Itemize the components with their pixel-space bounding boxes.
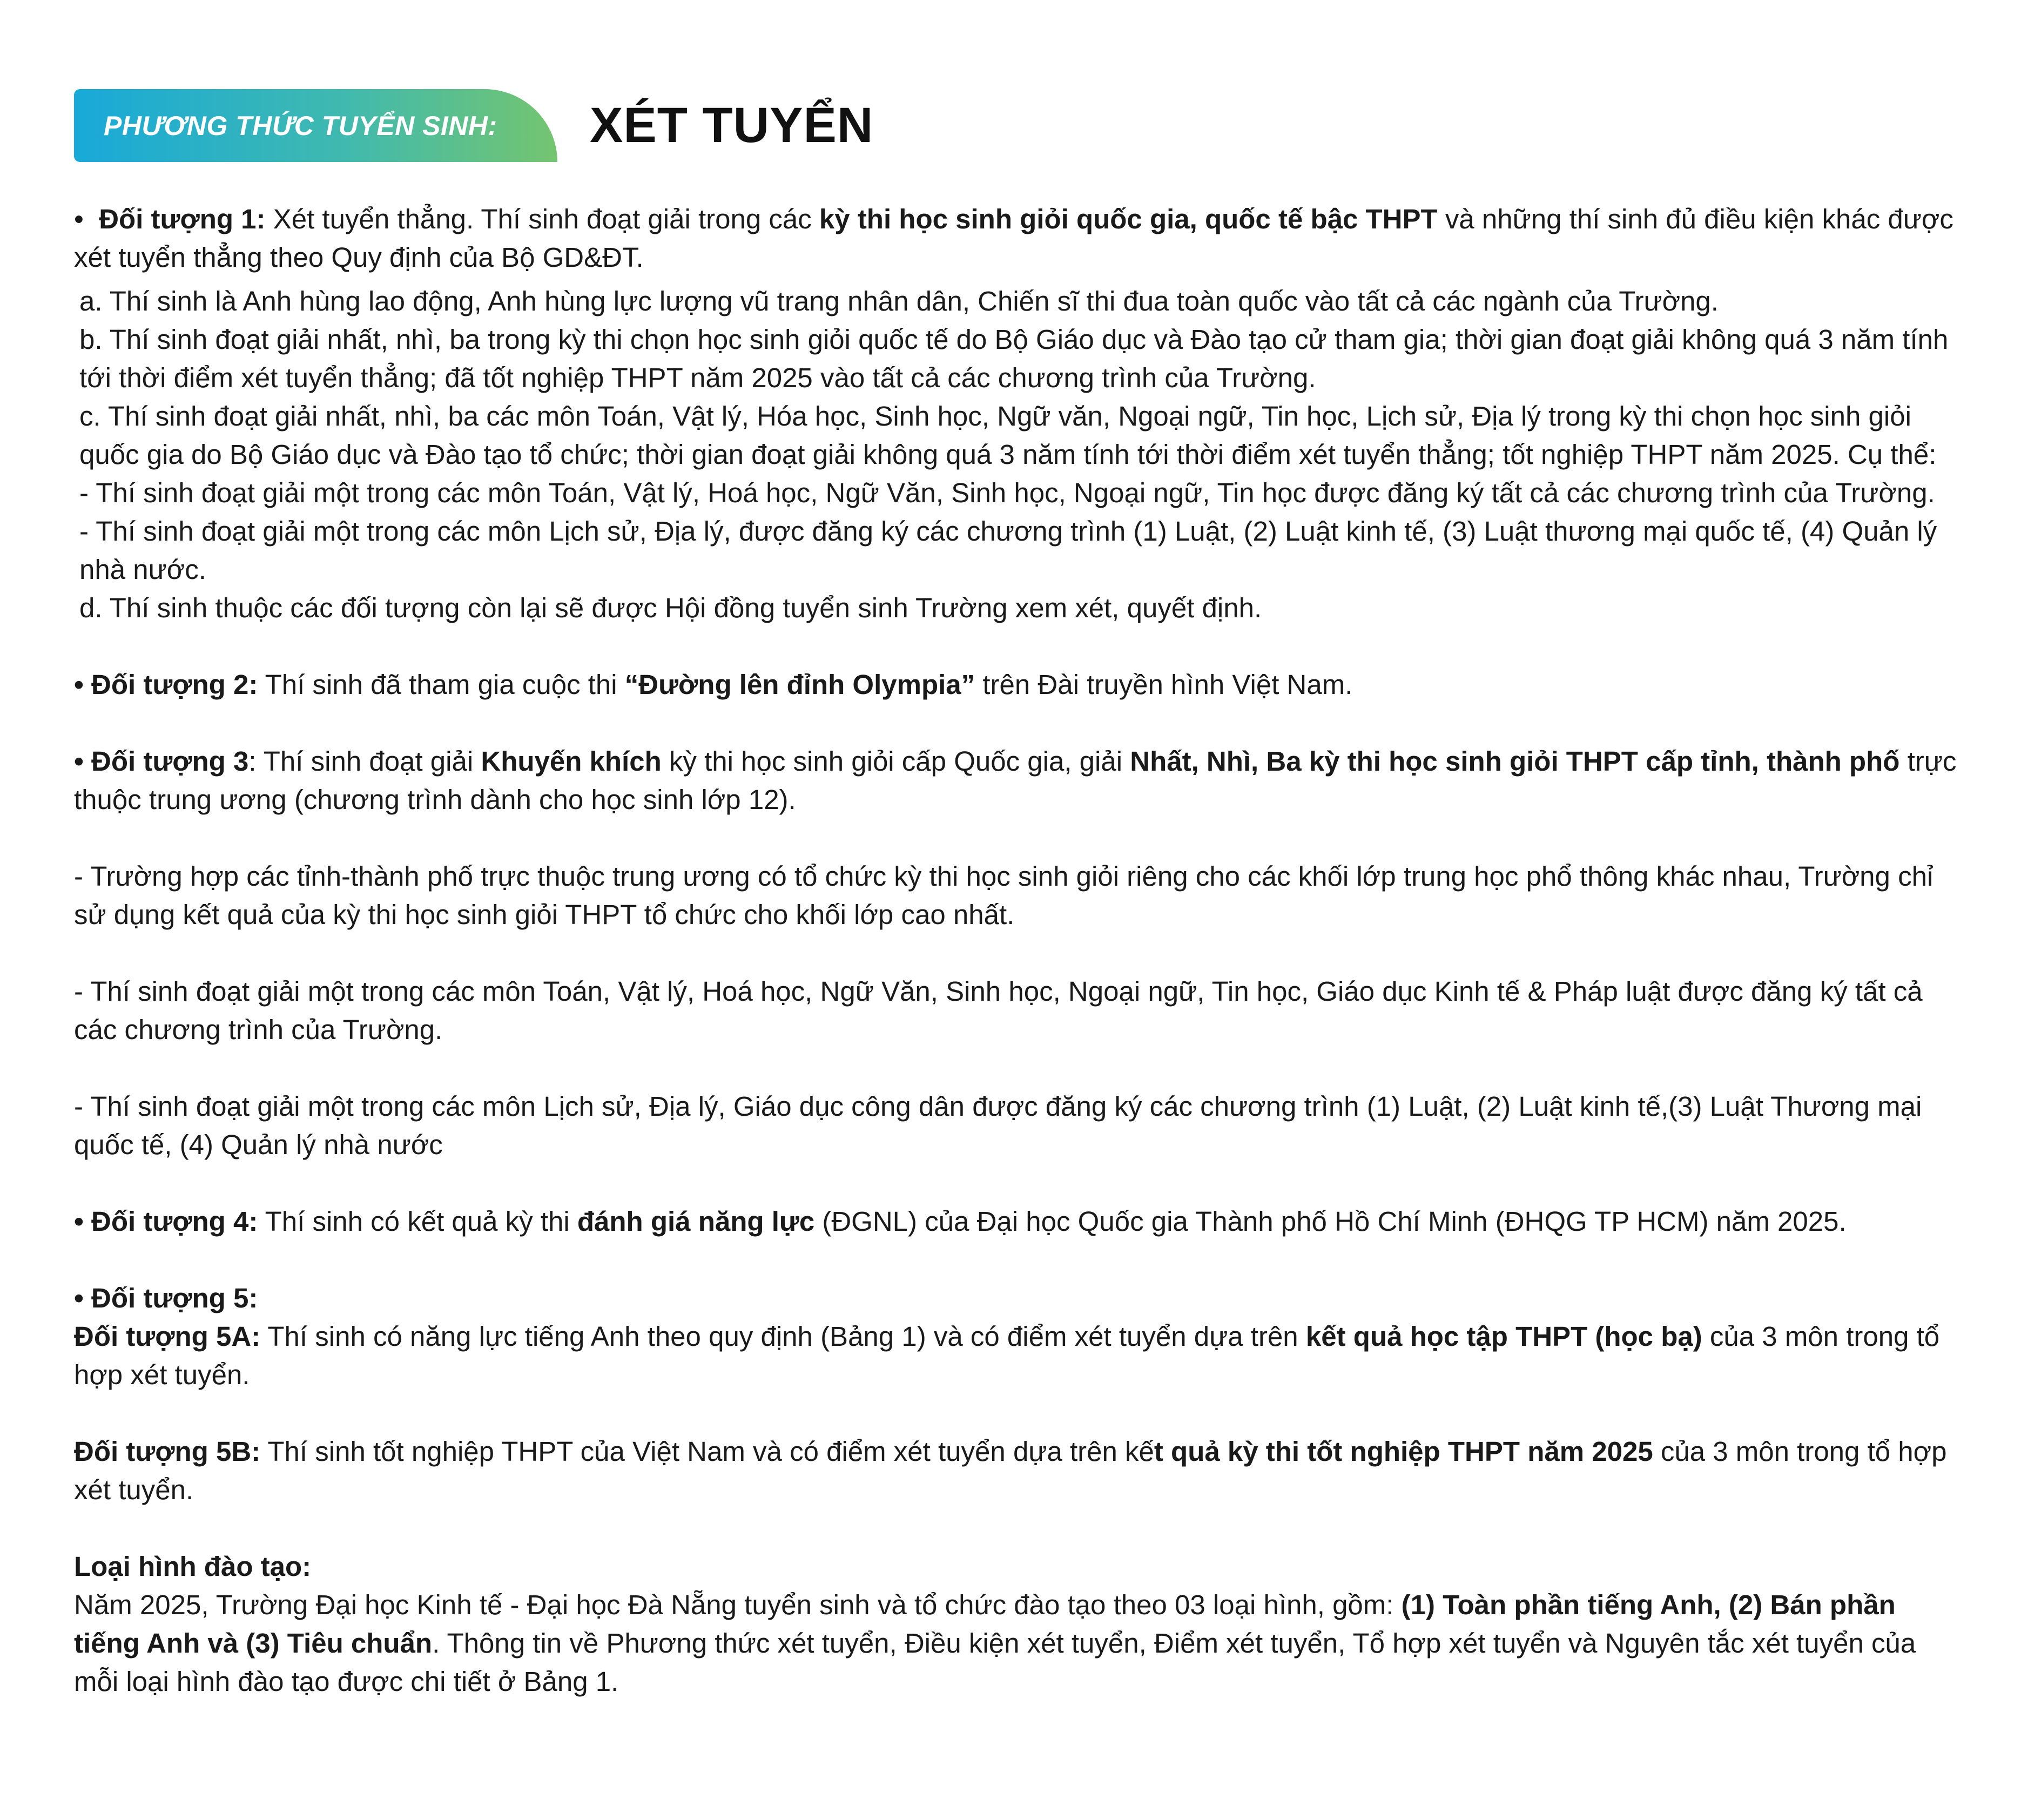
dt3-paragraph xyxy=(74,742,1964,819)
dt1-item-d: d. Thí sinh thuộc các đối tượng còn lại sẽ được Hội đồng tuyển sinh Trường xem xét, quyết định. xyxy=(79,592,1262,623)
training-label: Loại hình đào tạo: xyxy=(74,1551,312,1582)
dt3-text: : Thí sinh đoạt giải xyxy=(248,746,481,777)
dt3-label: • Đối tượng 3 xyxy=(74,746,249,777)
dt2-text-end: trên Đài truyền hình Việt Nam. xyxy=(975,669,1353,700)
dt1-bold: kỳ thi học sinh giỏi quốc gia, quốc tế bậc THPT xyxy=(819,204,1438,234)
page-title: XÉT TUYỂN xyxy=(590,98,874,153)
dt1-label: Đối tượng 1: xyxy=(99,204,266,234)
dt1-intro xyxy=(74,200,1964,277)
dt1-item-b: b. Thí sinh đoạt giải nhất, nhì, ba trong kỳ thi chọn học sinh giỏi quốc tế do Bộ Giáo dục và Đào tạo cử tham gia; thời gian đoạt giải không quá 3 năm tính tới thời điểm xét tuyển thẳng; đã tốt nghiệp THPT năm 2025 vào tất cả các chương trình của Trường. xyxy=(79,324,1949,393)
dt4-text-end: (ĐGNL) của Đại học Quốc gia Thành phố Hồ Chí Minh (ĐHQG TP HCM) năm 2025. xyxy=(814,1206,1847,1237)
training-paragraph xyxy=(74,1586,1964,1701)
dt5-label: • Đối tượng 5: xyxy=(74,1283,258,1313)
dt1-item-c1: - Thí sinh đoạt giải một trong các môn Toán, Vật lý, Hoá học, Ngữ Văn, Sinh học, Ngoại ngữ, Tin học được đăng ký tất cả các chương trình của Trường. xyxy=(79,477,1935,508)
dt1-text: Xét tuyển thẳng. Thí sinh đoạt giải trong các xyxy=(265,204,819,234)
dt1-bullet: • xyxy=(74,204,84,234)
dt2-paragraph xyxy=(74,665,1964,704)
dt2-text: Thí sinh đã tham gia cuộc thi xyxy=(258,669,625,700)
dt1-text-end: và những thí sinh đủ điều kiện khác được xét tuyển thẳng theo Quy định của Bộ GD&ĐT. xyxy=(74,204,1953,273)
dt3-note-1: - Trường hợp các tỉnh-thành phố trực thuộc trung ương có tổ chức kỳ thi học sinh giỏi riêng cho các khối lớp trung học phổ thông khác nhau, Trường chỉ sử dụng kết quả của kỳ thi học sinh giỏi THPT tổ chức cho khối lớp cao nhất. xyxy=(74,861,1934,930)
dt5b-bold: t quả kỳ thi tốt nghiệp THPT năm 2025 xyxy=(1154,1436,1653,1467)
dt5b-paragraph xyxy=(74,1432,1964,1509)
dt5a-label: Đối tượng 5A: xyxy=(74,1321,261,1352)
training-text: Năm 2025, Trường Đại học Kinh tế - Đại học Đà Nẵng tuyển sinh và tổ chức đào tạo theo 03 loại hình, gồm: xyxy=(74,1589,1402,1620)
dt5b-text: Thí sinh tốt nghiệp THPT của Việt Nam và có điểm xét tuyển dựa trên kế xyxy=(260,1436,1154,1467)
dt3-bold-1: Khuyến khích xyxy=(481,746,662,777)
dt1-item-c2: - Thí sinh đoạt giải một trong các môn Lịch sử, Địa lý, được đăng ký các chương trình (1) Luật, (2) Luật kinh tế, (3) Luật thương mại quốc tế, (4) Quản lý nhà nước. xyxy=(79,516,1937,585)
dt3-note-3: - Thí sinh đoạt giải một trong các môn Lịch sử, Địa lý, Giáo dục công dân được đăng ký các chương trình (1) Luật, (2) Luật kinh tế,(3) Luật Thương mại quốc tế, (4) Quản lý nhà nước xyxy=(74,1091,1922,1160)
dt1-item-a: a. Thí sinh là Anh hùng lao động, Anh hùng lực lượng vũ trang nhân dân, Chiến sĩ thi đua toàn quốc vào tất cả các ngành của Trường. xyxy=(79,286,1719,316)
training-text-end: . Thông tin về Phương thức xét tuyển, Điều kiện xét tuyển, Điểm xét tuyển, Tổ hợp xét tuyển và Nguyên tắc xét tuyển của mỗi loại hình đào tạo được chi tiết ở Bảng 1. xyxy=(74,1628,1916,1697)
dt5a-text: Thí sinh có năng lực tiếng Anh theo quy định (Bảng 1) và có điểm xét tuyển dựa trên xyxy=(260,1321,1306,1352)
dt4-paragraph xyxy=(74,1202,1964,1241)
dt3-text-3: trực thuộc trung ương (chương trình dành cho học sinh lớp 12). xyxy=(74,746,1957,815)
dt4-label: • Đối tượng 4: xyxy=(74,1206,258,1237)
section-header xyxy=(74,89,873,162)
dt5-heading xyxy=(74,1279,1964,1317)
training-bold: (1) Toàn phần tiếng Anh, (2) Bán phần tiếng Anh và (3) Tiêu chuẩn xyxy=(74,1589,1896,1659)
method-pill-label: PHƯƠNG THỨC TUYỂN SINH: xyxy=(74,89,557,162)
dt5b-text-end: của 3 môn trong tổ hợp xét tuyển. xyxy=(74,1436,1947,1505)
dt5a-paragraph xyxy=(74,1317,1964,1394)
dt3-bold-2: Nhất, Nhì, Ba kỳ thi học sinh giỏi THPT cấp tỉnh, thành phố xyxy=(1130,746,1900,777)
dt5a-text-end: của 3 môn trong tổ hợp xét tuyển. xyxy=(74,1321,1940,1390)
dt5a-bold: kết quả học tập THPT (học bạ) xyxy=(1305,1321,1702,1352)
dt3-text-2: kỳ thi học sinh giỏi cấp Quốc gia, giải xyxy=(661,746,1130,777)
dt3-note-2: - Thí sinh đoạt giải một trong các môn Toán, Vật lý, Hoá học, Ngữ Văn, Sinh học, Ngoại ngữ, Tin học, Giáo dục Kinh tế & Pháp luật được đăng ký tất cả các chương trình của Trường. xyxy=(74,976,1923,1045)
training-heading xyxy=(74,1547,1964,1586)
dt4-text: Thí sinh có kết quả kỳ thi xyxy=(258,1206,577,1237)
dt5b-label: Đối tượng 5B: xyxy=(74,1436,261,1467)
dt1-item-c: c. Thí sinh đoạt giải nhất, nhì, ba các môn Toán, Vật lý, Hóa học, Sinh học, Ngữ văn, Ngoại ngữ, Tin học, Lịch sử, Địa lý trong kỳ thi chọn học sinh giỏi quốc gia do Bộ Giáo dục và Đào tạo tổ chức; thời gian đoạt giải không quá 3 năm tính tới thời điểm xét tuyển thẳng; tốt nghiệp THPT năm 2025. Cụ thể: xyxy=(79,401,1937,470)
dt4-bold: đánh giá năng lực xyxy=(577,1206,815,1237)
dt2-label: • Đối tượng 2: xyxy=(74,669,258,700)
content xyxy=(74,200,1964,1701)
dt2-bold: “Đường lên đỉnh Olympia” xyxy=(624,669,975,700)
